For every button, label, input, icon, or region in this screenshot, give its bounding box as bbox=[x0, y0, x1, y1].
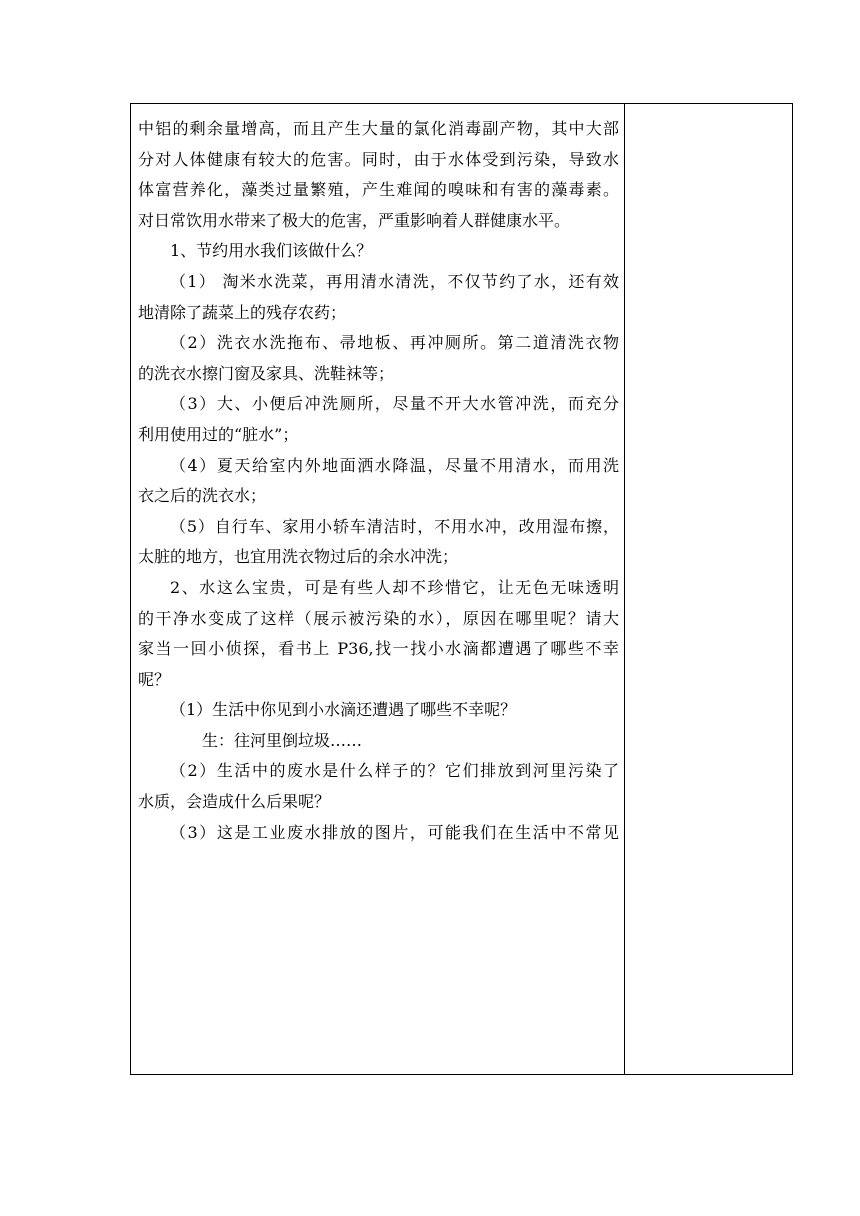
text-line: （3）这是工业废水排放的图片，可能我们在生活中不常见 bbox=[170, 822, 619, 842]
notes-cell bbox=[626, 104, 792, 1074]
lesson-table bbox=[130, 103, 793, 1075]
text-line: 的干净水变成了这样（展示被污染的水），原因在哪里呢？请大 bbox=[138, 608, 619, 628]
text-line: （2）洗衣水洗拖布、帚地板、再冲厕所。第二道清洗衣物 bbox=[170, 333, 619, 353]
lesson-content-cell bbox=[138, 114, 619, 848]
text-line: 中铝的剩余量增高，而且产生大量的氯化消毒副产物，其中大部 bbox=[138, 119, 619, 138]
text-line: （1） 淘米水洗菜，再用清水清洗，不仅节约了水，还有效 bbox=[170, 271, 619, 291]
text-line: 对日常饮用水带来了极大的危害，严重影响着人群健康水平。 bbox=[138, 210, 571, 230]
text-line: 分对人体健康有较大的危害。同时，由于水体受到污染，导致水 bbox=[138, 149, 619, 169]
text-line: （1）生活中你见到小水滴还遭遇了哪些不幸呢？ bbox=[170, 700, 517, 720]
text-line: 地清除了蔬菜上的残存农药； bbox=[138, 302, 347, 322]
text-line: 的洗衣水擦门窗及家具、洗鞋袜等； bbox=[138, 363, 395, 383]
text-line: （5）自行车、家用小轿车清洁时，不用水冲，改用湿布擦， bbox=[170, 516, 619, 536]
text-line: 体富营养化，藻类过量繁殖，产生难闻的嗅味和有害的藻毒素。 bbox=[138, 180, 619, 200]
text-line: 利用使用过的“脏水”； bbox=[138, 424, 299, 444]
text-line: 水质，会造成什么后果呢？ bbox=[138, 792, 331, 812]
text-line: （2）生活中的废水是什么样子的？它们排放到河里污染了 bbox=[170, 761, 619, 781]
text-line: 生：往河里倒垃圾…… bbox=[202, 730, 363, 750]
column-divider bbox=[624, 104, 625, 1074]
text-line: 太脏的地方，也宜用洗衣物过后的余水冲洗； bbox=[138, 547, 459, 567]
text-line: 衣之后的洗衣水； bbox=[138, 486, 267, 506]
text-line: 家当一回小侦探，看书上 P36,找一找小水滴都遭遇了哪些不幸 bbox=[138, 639, 619, 659]
text-line: （3）大、小便后冲洗厕所，尽量不开大水管冲洗，而充分 bbox=[170, 394, 619, 414]
text-line: 呢？ bbox=[138, 669, 171, 689]
text-line: 2、水这么宝贵，可是有些人却不珍惜它，让无色无味透明 bbox=[170, 577, 619, 597]
text-line: 1、节约用水我们该做什么？ bbox=[170, 241, 373, 261]
text-line: （4）夏天给室内外地面洒水降温，尽量不用清水，而用洗 bbox=[170, 455, 619, 475]
